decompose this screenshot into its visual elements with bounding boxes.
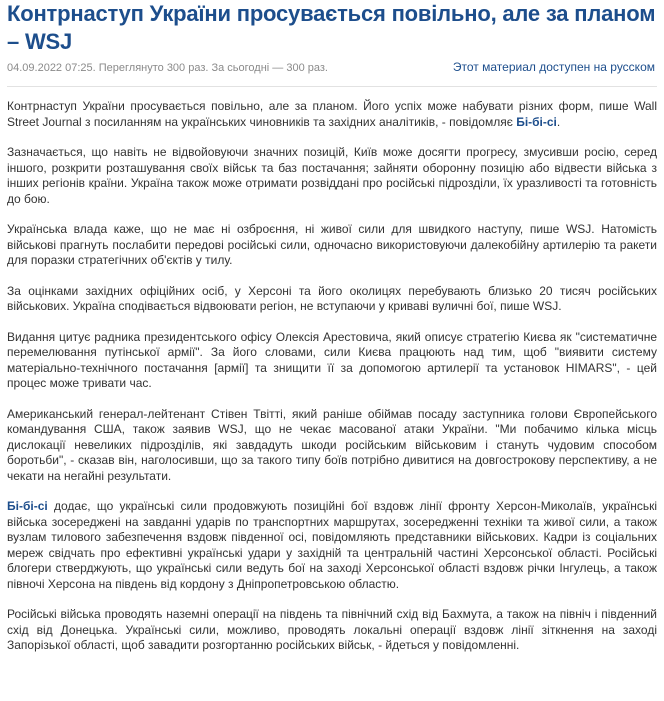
- paragraph-3: Українська влада каже, що не має ні озброєння, ні живої сили для швидкого наступу, пише WSJ. Натомість військові прагнуть послабити передові російські сили, одночасно використовуючи далекобійну артилерію та ракети для поразки стратегічних об'єктів у тилу.: [7, 222, 657, 267]
- source-link-bbc[interactable]: Бі-бі-сі: [516, 114, 557, 129]
- paragraph-2: Зазначається, що навіть не відвойовуючи значних позицій, Київ може досягти прогресу, змусивши росію, серед іншого, розкрити розташування своїх військ та баз постачання; зайняти оборонну позицію або відвести війська з інших регіонів країни. Україна також може отримати розвідданi про російські підрозділи, їх уразливості та готовність до бою.: [7, 145, 657, 206]
- paragraph-1-end: .: [556, 114, 561, 129]
- page-title: Контрнаступ України просувається повільно, але за планом – WSJ: [7, 1, 656, 54]
- paragraph-1: [7, 99, 657, 130]
- paragraph-5: Видання цитує радника президентського офісу Олексія Арестовича, який описує стратегію Києва як "систематичне перемелювання путінської армії". За його словами, сили Києва працюють над тим, щоб "виявити систему матеріально-технічного постачання [армії] та знищити її за допомогою артилерії та установок HIMARS", - цей процес може тривати час.: [7, 329, 657, 390]
- article-meta: [7, 60, 657, 87]
- paragraph-7-text: додає, що українські сили продовжують позиційні бої вздовж лінії фронту Херсон-Миколаїв, українські війська зосереджені на завданні ударів по транспортних маршрутах, зосередженні техніки та живої сили, а також вузлам тилового забезпечення вздовж південної осі, повідомляють представники військових. Кадри із соціальних мереж свідчать про ефективні українські удари у західній та центральній частині Херсонської області. Російські блогери стверджують, що українські сили ведуть бої на заході Херсонської області вздовж річки Інгулець, а також півночі Херсона на південь від кордону з Дніпропетровською областю.: [7, 499, 657, 591]
- source-link-bbc-2[interactable]: Бі-бі-сі: [7, 499, 48, 513]
- paragraph-6: Американський генерал-лейтенант Стівен Твітті, який раніше обіймав посаду заступника голови Європейського командування США, також заявив WSJ, що не чекає масованої атаки України. "Ми побачимо кілька місць дислокації невеликих підрозділів, які завдадуть шкоди російським військовим і стануть чудовим способом боротьби", - сказав він, наголосивши, що за такого типу боїв потрібно дивитися на довгострокову перспективу, а не чекати на негайні результати.: [7, 406, 657, 483]
- article-body: [7, 99, 657, 654]
- paragraph-4: За оцінками західних офіційних осіб, у Херсоні та його околицях перебувають близько 20 тисяч російських військових. Україна сподівається відвоювати регіон, не вступаючи у криваві вуличні бої, пише WSJ.: [7, 283, 657, 313]
- paragraph-1-text: Контрнаступ України просувається повільно, але за планом. Його успіх може набувати різних форм, пише Wall Street Journal з посиланням на українських чиновників та західних аналітиків, - повідомляє: [7, 99, 657, 129]
- paragraph-7: [7, 499, 657, 592]
- russian-version-link[interactable]: Этот материал доступен на русском: [452, 60, 655, 74]
- view-stats: 04.09.2022 07:25. Переглянуто 300 раз. За сьогодні — 300 раз.: [7, 62, 328, 74]
- paragraph-8: Російські війська проводять наземні операції на південь та північний схід від Бахмута, а також на північ і південний схід від Донецька. Українські сили, можливо, проводять локальні операції вздовж лінії зіткнення на заході Запорізької області, щоб завадити розгортанню російських військ, - йдеться у повідомленні.: [7, 607, 657, 652]
